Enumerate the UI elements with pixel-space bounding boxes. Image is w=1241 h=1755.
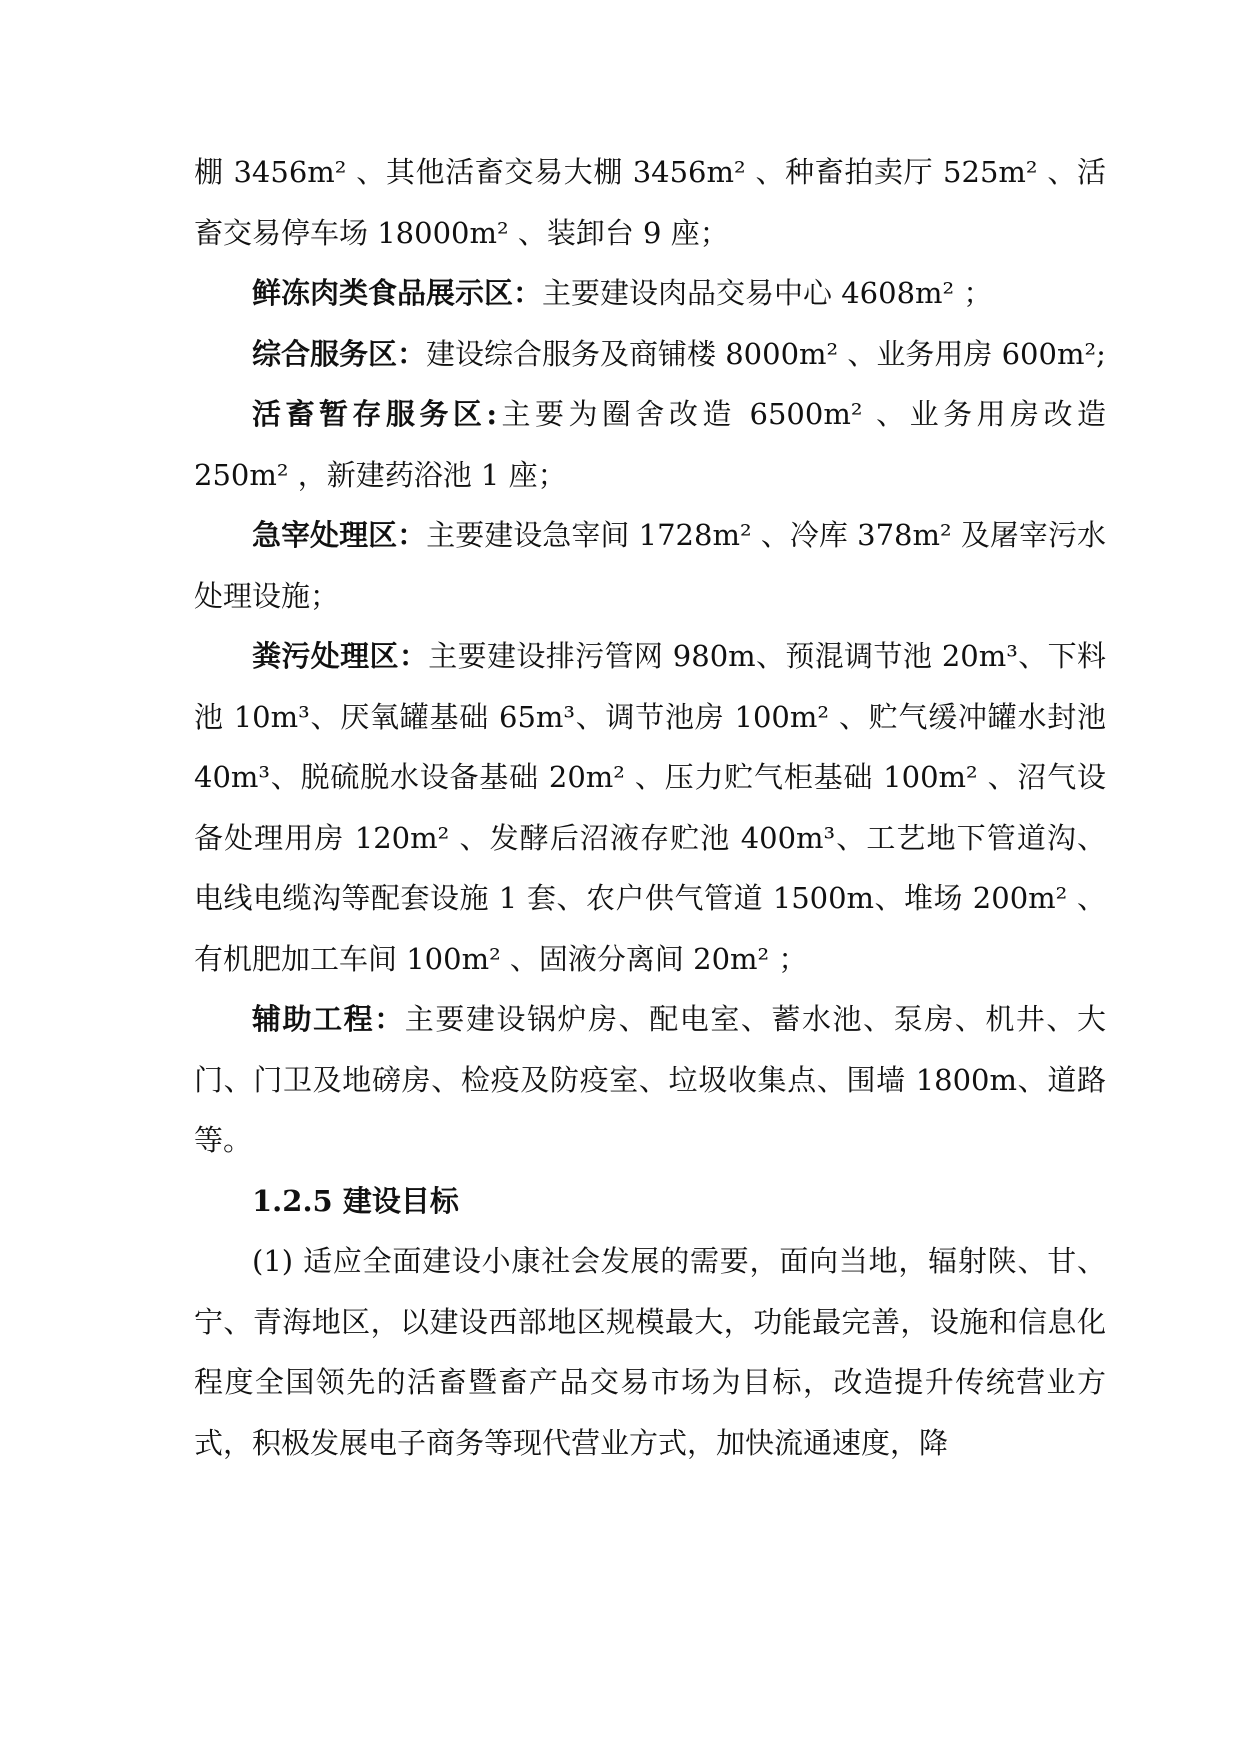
paragraph-service-area [194,324,1106,385]
paragraph-lead: 活畜暂存服务区: [252,397,498,431]
paragraph-text: 主要建设锅炉房、配电室、蓄水池、泵房、机井、大门、门卫及地磅房、检疫及防疫室、垃圾收集点、围墙 1800m、道路等。 [194,1002,1106,1157]
paragraph-slaughter-area [194,505,1106,626]
paragraph-fresh-meat-area [194,263,1106,324]
document-page [194,142,1106,1473]
paragraph-auxiliary-works [194,989,1106,1171]
paragraph-text: 主要建设排污管网 980m、预混调节池 20m³、下料池 10m³、厌氧罐基础 65m³、调节池房 100m² 、贮气缓冲罐水封池 40m³、脱硫脱水设备基础 20m² 、压力贮气柜基础 100m² 、沼气设备处理用房 120m² 、发酵后沼液存贮池 400m³、工艺地下管道沟、电线电缆沟等配套设施 1 套、农户供气管道 1500m、堆场 200m² 、有机肥加工车间 100m² 、固液分离间 20m² ； [194,639,1106,976]
paragraph-text: 主要建设急宰间 1728m² 、冷库 378m² 及屠宰污水处理设施； [194,518,1106,613]
paragraph-text: 棚 3456m² 、其他活畜交易大棚 3456m² 、种畜拍卖厅 525m² 、活畜交易停车场 18000m² 、装卸台 9 座； [194,155,1106,250]
paragraph-holding-area [194,384,1106,505]
paragraph-text: 主要建设肉品交易中心 4608m² ； [542,276,993,310]
paragraph-manure-area [194,626,1106,989]
paragraph-lead: 辅助工程： [252,1002,405,1036]
paragraph-livestock-sheds [194,142,1106,263]
paragraph-lead: 鲜冻肉类食品展示区： [252,276,543,310]
paragraph-lead: 综合服务区： [252,336,427,371]
paragraph-lead: 急宰处理区： [252,518,427,552]
paragraph-text: 主要为圈舍改造 6500m² 、业务用房改造 250m² ，新建药浴池 1 座； [194,397,1106,492]
paragraph-goal: (1) 适应全面建设小康社会发展的需要，面向当地，辐射陕、甘、宁、青海地区，以建设西部地区规模最大，功能最完善，设施和信息化程度全国领先的活畜暨畜产品交易市场为目标，改造提升传统营业方式，积极发展电子商务等现代营业方式，加快流通速度，降 [194,1244,1106,1460]
paragraph-lead: 粪污处理区： [252,639,429,673]
paragraph-text: 建设综合服务及商铺楼 8000m² 、业务用房 600m²; [426,336,1106,371]
section-heading: 1.2.5 建设目标 [252,1183,459,1218]
